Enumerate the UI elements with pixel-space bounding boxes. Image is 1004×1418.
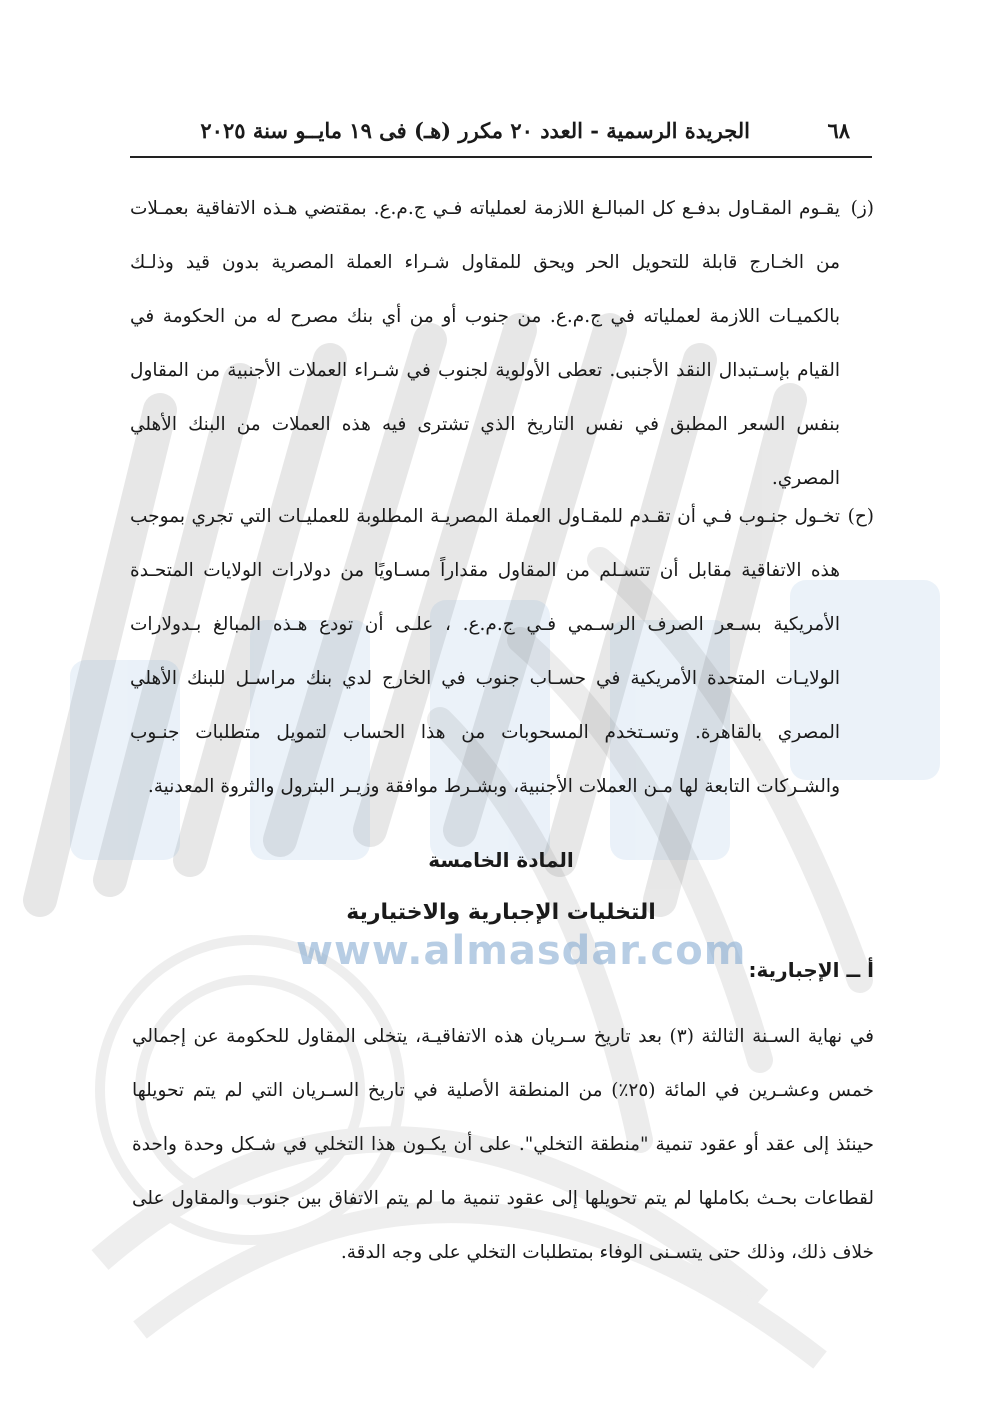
- gazette-header-title: الجريدة الرسمية - العدد ٢٠ مكرر (هـ) فى ١٩ مايــو سنة ٢٠٢٥: [200, 118, 750, 143]
- clause-h-label: (ح): [847, 506, 874, 527]
- section-heading: التخليات الإجبارية والاختيارية: [346, 900, 656, 925]
- clause-h-text: تخـول جنـوب فـي أن تقـدم للمقـاول العملة المصريـة المطلوبة للعمليـات التي تجري بموجب هذه الاتفاقية مقابل أن تتسـلم من المقاول مقداراً مسـاويًا من دولارات الولايات المتحـدة الأمريكية بسـعر الصرف الرسـمي فـي ج.م.ع. ، علـى أن تودع هـذه المبالغ بـدولارات الولايـات المتحدة الأمريكية في حسـاب جنوب في الخارج لدي بنك مراسـل للبنك الأهلي المصري بالقاهرة. وتسـتخدم المسحوبات من هذا الحساب لتمويل متطلبات جنـوب والشـركات التابعة لها مـن العملات الأجنبية، وبشـرط موافقة وزيـر البترول والثروة المعدنية.: [130, 506, 840, 797]
- mandatory-relinquishment-paragraph: في نهاية السـنة الثالثة (٣) بعد تاريخ سـريان هذه الاتفاقيـة، يتخلى المقاول للحكومة عن إجمالي خمس وعشـرين في المائة (٢٥٪) من المنطقة الأصلية في تاريخ السـريان التي لم يتم تحويلها حينئذ إلى عقد أو عقود تنمية "منطقة التخلي". على أن يكـون هذا التخلي في شـكل وحدة واحدة لقطاعات بحـث بكاملها لم يتم تحويلها إلى عقود تنمية ما لم يتم الاتفاق بين جنوب والمقاول على خلاف ذلك، وذلك حتى يتسـنى الوفاء بمتطلبات التخلي على وجه الدقة.: [132, 1026, 874, 1263]
- clause-z-label: (ز): [850, 198, 874, 219]
- clause-h: [130, 490, 874, 840]
- page-number: ٦٨: [827, 118, 850, 143]
- mandatory-subheading: أ ــ الإجبارية:: [748, 958, 874, 982]
- article-heading: المادة الخامسة: [428, 848, 574, 872]
- page-header: [130, 110, 872, 158]
- clause-z: [130, 182, 874, 489]
- watermark-url: www.almasdar.com: [296, 928, 747, 974]
- clause-z-text: يقـوم المقـاول بدفـع كل المبالـغ اللازمة لعملياته فـي ج.م.ع. بمقتضي هـذه الاتفاقية بعمـلات من الخـارج قابلة للتحويل الحر ويحق للمقاول شـراء العملة المصرية بدون قيد وذلـك بالكميـات اللازمة لعملياته في ج.م.ع. من جنوب أو من أي بنك مصرح له من الحكومة في القيام بإسـتبدال النقد الأجنبى. تعطى الأولوية لجنوب في شـراء العملات الأجنبية من المقاول بنفس السعر المطبق في نفس التاريخ الذي تشترى فيه هذه العملات من البنك الأهلي المصري.: [130, 198, 840, 489]
